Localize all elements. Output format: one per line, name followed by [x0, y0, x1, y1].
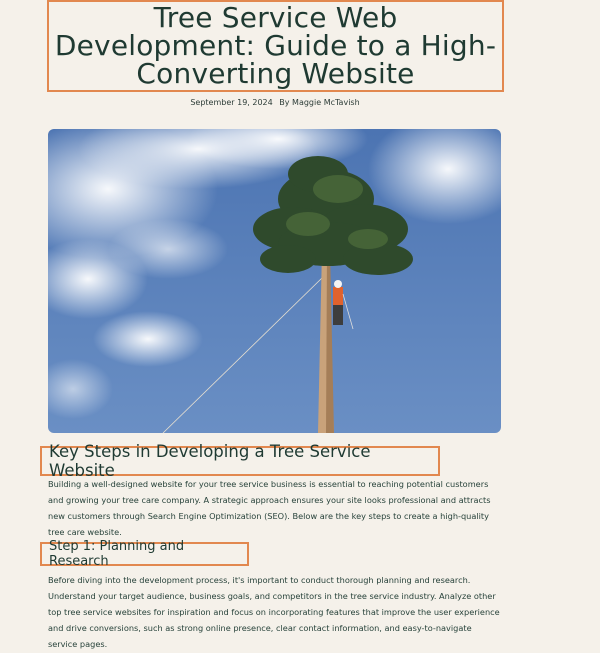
section-heading-key-steps: Key Steps in Developing a Tree Service Website — [49, 442, 371, 480]
section-heading-box — [40, 442, 440, 480]
subsection-heading-box — [40, 539, 249, 569]
hero-tree-photo — [48, 129, 501, 433]
section-body-planning: Before diving into the development process, it's important to conduct thorough planning and research. Understand your target audience, business goals, and competitors in the tree service industry. Analyze other top tree service websites for inspiration and focus on incorporating features that improve the user experience and drive conversions, such as strong online presence, clear contact information, and easy-to-navigate service pages. — [48, 575, 500, 649]
hero-image — [48, 129, 501, 433]
subsection-heading-planning: Step 1: Planning and Research — [49, 539, 185, 569]
publish-date: September 19, 2024 — [190, 98, 273, 107]
author-byline[interactable]: By Maggie McTavish — [279, 98, 360, 107]
page-title: Tree Service Web Development: Guide to a High-Converting Website — [54, 1, 497, 90]
section-body-key-steps: Building a well-designed website for your tree service business is essential to reaching potential customers and growing your tree care company. A strategic approach ensures your site looks professional and attracts new customers through Search Engine Optimization (SEO). Below are the key steps to create a high-quality tree care website. — [48, 479, 491, 537]
article-meta — [0, 98, 550, 107]
article-title-box — [47, 0, 504, 92]
